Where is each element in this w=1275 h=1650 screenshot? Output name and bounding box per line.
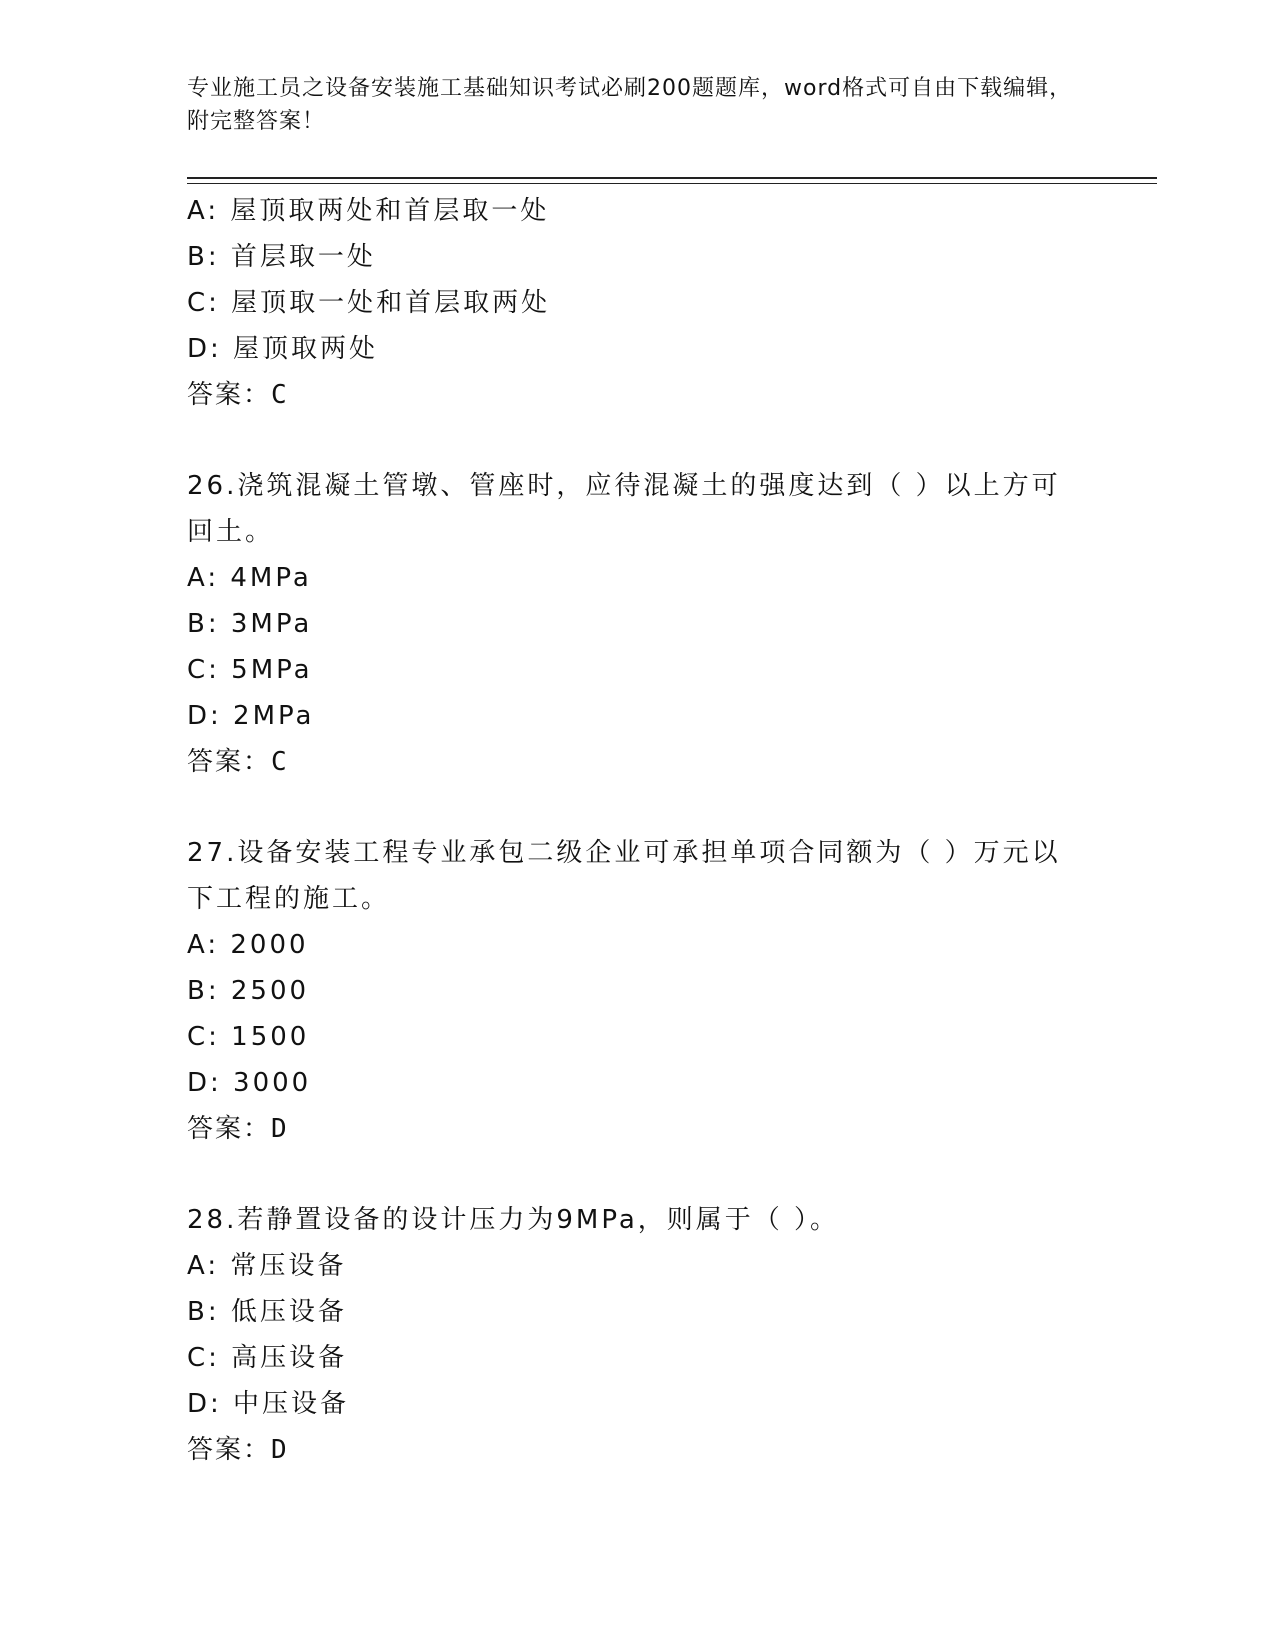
option-d: D: 3000 — [187, 1068, 312, 1098]
answer-label: 答案： — [187, 1435, 272, 1465]
option-a: A: 2000 — [187, 930, 309, 960]
option-b: B: 2500 — [187, 976, 310, 1006]
option-d: D: 2MPa — [187, 701, 315, 731]
option-b: B: 首层取一处 — [187, 242, 376, 272]
answer-line — [187, 1427, 1087, 1473]
header-rule-thick — [187, 177, 1157, 179]
answer-line — [187, 372, 1087, 418]
answer-line — [187, 739, 1087, 785]
header-rule-thin — [187, 183, 1157, 184]
option-c: C: 1500 — [187, 1022, 310, 1052]
option-a: A: 4MPa — [187, 563, 312, 593]
question-list — [187, 188, 1087, 1473]
option-d: D: 屋顶取两处 — [187, 334, 379, 364]
option-d: D: 中压设备 — [187, 1389, 350, 1419]
answer-value: C — [271, 380, 289, 410]
question-text: 28.若静置设备的设计压力为9MPa，则属于（ ）。 — [187, 1205, 840, 1235]
answer-value: C — [271, 747, 289, 777]
question-25-fragment — [187, 188, 1087, 418]
answer-value: D — [271, 1114, 289, 1144]
option-c: C: 5MPa — [187, 655, 313, 685]
question-26 — [187, 463, 1087, 785]
document-header: 专业施工员之设备安装施工基础知识考试必刷200题题库，word格式可自由下载编辑，附完整答案！ — [187, 76, 1073, 134]
question-27 — [187, 830, 1087, 1152]
option-c: C: 高压设备 — [187, 1343, 348, 1373]
answer-value: D — [271, 1435, 289, 1465]
answer-label: 答案： — [187, 380, 272, 410]
option-b: B: 3MPa — [187, 609, 313, 639]
question-text: 27.设备安装工程专业承包二级企业可承担单项合同额为（ ）万元以下工程的施工。 — [187, 838, 1061, 914]
question-text: 26.浇筑混凝土管墩、管座时，应待混凝土的强度达到（ ）以上方可回土。 — [187, 471, 1061, 547]
option-a: A: 屋顶取两处和首层取一处 — [187, 196, 550, 226]
answer-line — [187, 1106, 1087, 1152]
option-b: B: 低压设备 — [187, 1297, 347, 1327]
option-a: A: 常压设备 — [187, 1251, 347, 1281]
answer-label: 答案： — [187, 747, 272, 777]
option-c: C: 屋顶取一处和首层取两处 — [187, 288, 551, 318]
question-28 — [187, 1197, 1087, 1473]
answer-label: 答案： — [187, 1114, 272, 1144]
